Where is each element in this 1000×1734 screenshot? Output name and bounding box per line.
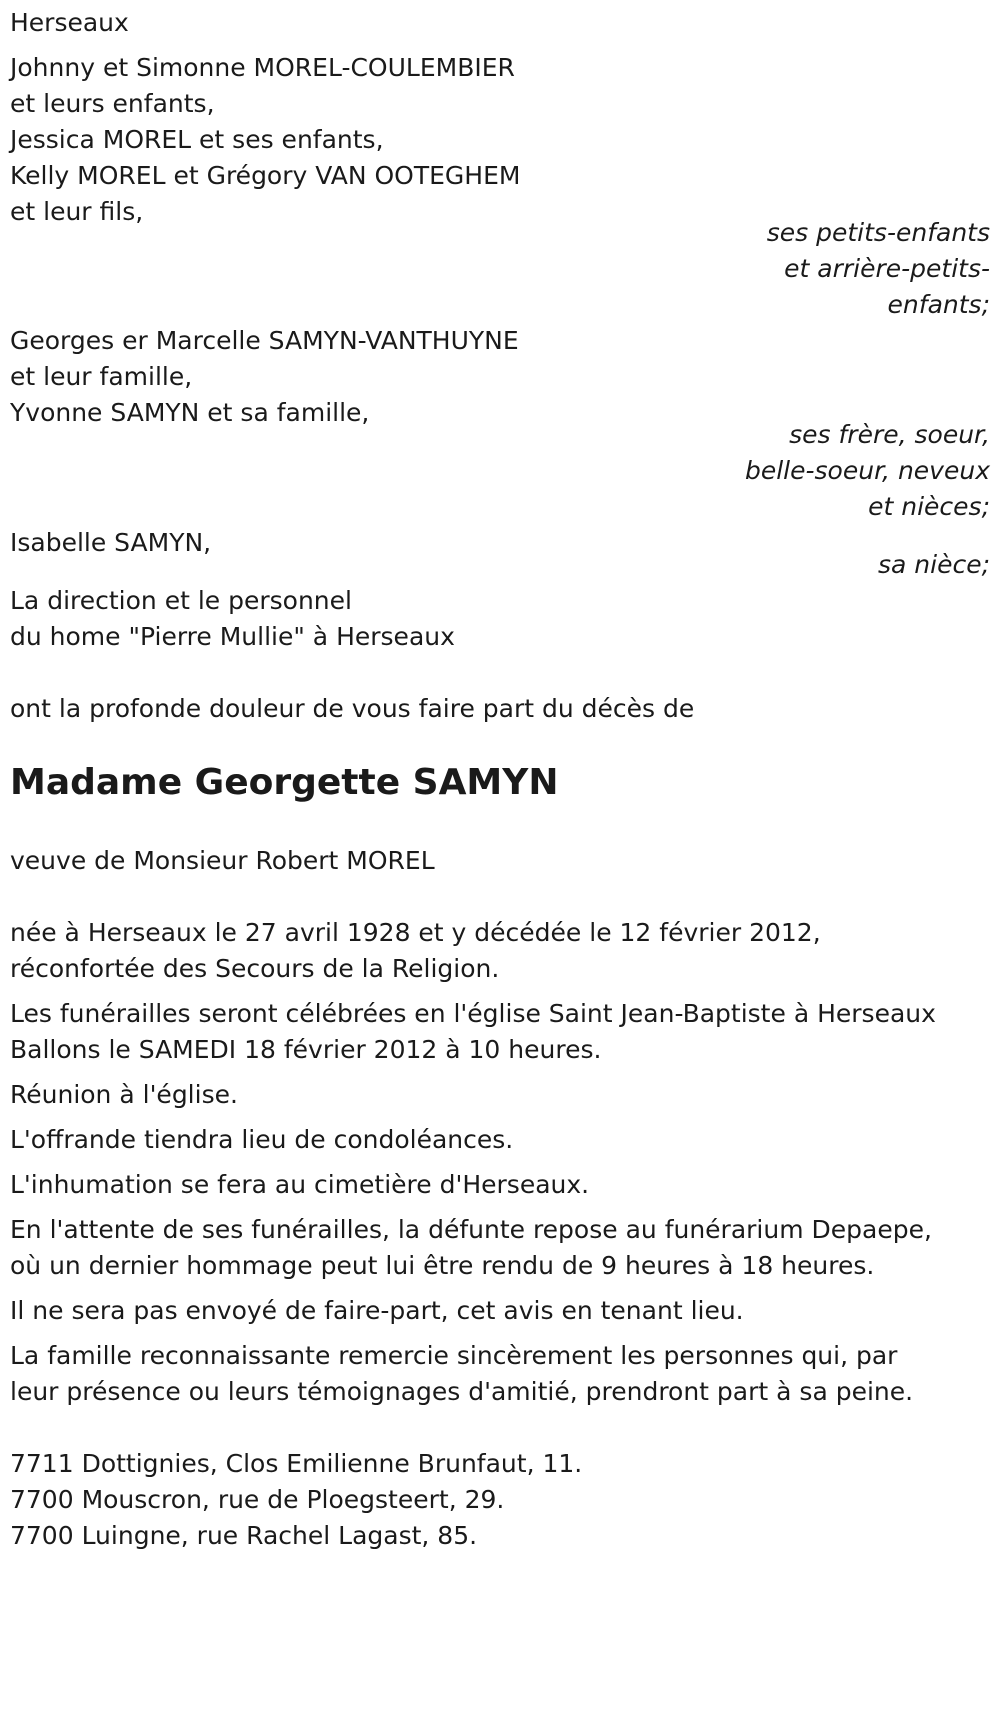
paragraph-line: Les funérailles seront célébrées en l'église Saint Jean-Baptiste à Herseaux	[10, 999, 936, 1028]
paragraph-line: leur présence ou leurs témoignages d'amitié, prendront part à sa peine.	[10, 1377, 914, 1406]
family-line: Johnny et Simonne MOREL-COULEMBIER	[10, 53, 515, 82]
paragraph-line: Il ne sera pas envoyé de faire-part, cet avis en tenant lieu.	[10, 1296, 744, 1325]
family-line: Yvonne SAMYN et sa famille,	[10, 398, 370, 427]
relation-label: ses frère, soeur,	[789, 420, 990, 449]
relation-label: sa nièce;	[877, 550, 990, 579]
family-line: et leurs enfants,	[10, 89, 215, 118]
paragraph-line: réconfortée des Secours de la Religion.	[10, 954, 500, 983]
paragraph-line: où un dernier hommage peut lui être rendu de 9 heures à 18 heures.	[10, 1251, 875, 1280]
paragraph-line: Ballons le SAMEDI 18 février 2012 à 10 heures.	[10, 1035, 602, 1064]
relation-label: et arrière-petits-	[784, 254, 990, 283]
family-line: Georges er Marcelle SAMYN-VANTHUYNE	[10, 326, 519, 355]
family-line: et leur famille,	[10, 362, 193, 391]
relation-label: enfants;	[887, 290, 990, 319]
address-line: 7711 Dottignies, Clos Emilienne Brunfaut, 11.	[10, 1449, 583, 1478]
family-line: Kelly MOREL et Grégory VAN OOTEGHEM	[10, 161, 521, 190]
relation-label: belle-soeur, neveux	[744, 456, 990, 485]
paragraph-line: En l'attente de ses funérailles, la défunte repose au funérarium Depaepe,	[10, 1215, 932, 1244]
address-line: 7700 Mouscron, rue de Ploegsteert, 29.	[10, 1485, 505, 1514]
announcement: ont la profonde douleur de vous faire part du décès de	[10, 694, 695, 723]
address-line: 7700 Luingne, rue Rachel Lagast, 85.	[10, 1521, 478, 1550]
family-line: du home "Pierre Mullie" à Herseaux	[10, 622, 455, 651]
paragraph-line: L'offrande tiendra lieu de condoléances.	[10, 1125, 514, 1154]
family-line: La direction et le personnel	[10, 586, 352, 615]
deceased-name: Madame Georgette SAMYN	[10, 762, 559, 803]
paragraph-line: L'inhumation se fera au cimetière d'Herseaux.	[10, 1170, 590, 1199]
family-line: Jessica MOREL et ses enfants,	[10, 125, 384, 154]
place-header: Herseaux	[10, 8, 129, 37]
paragraph-line: Réunion à l'église.	[10, 1080, 238, 1109]
relation-label: ses petits-enfants	[766, 218, 990, 247]
paragraph-line: La famille reconnaissante remercie sincèrement les personnes qui, par	[10, 1341, 898, 1370]
widow-of: veuve de Monsieur Robert MOREL	[10, 846, 435, 875]
family-line: et leur fils,	[10, 197, 144, 226]
relation-label: et nièces;	[868, 492, 990, 521]
paragraph-line: née à Herseaux le 27 avril 1928 et y décédée le 12 février 2012,	[10, 918, 821, 947]
family-line: Isabelle SAMYN,	[10, 528, 212, 557]
